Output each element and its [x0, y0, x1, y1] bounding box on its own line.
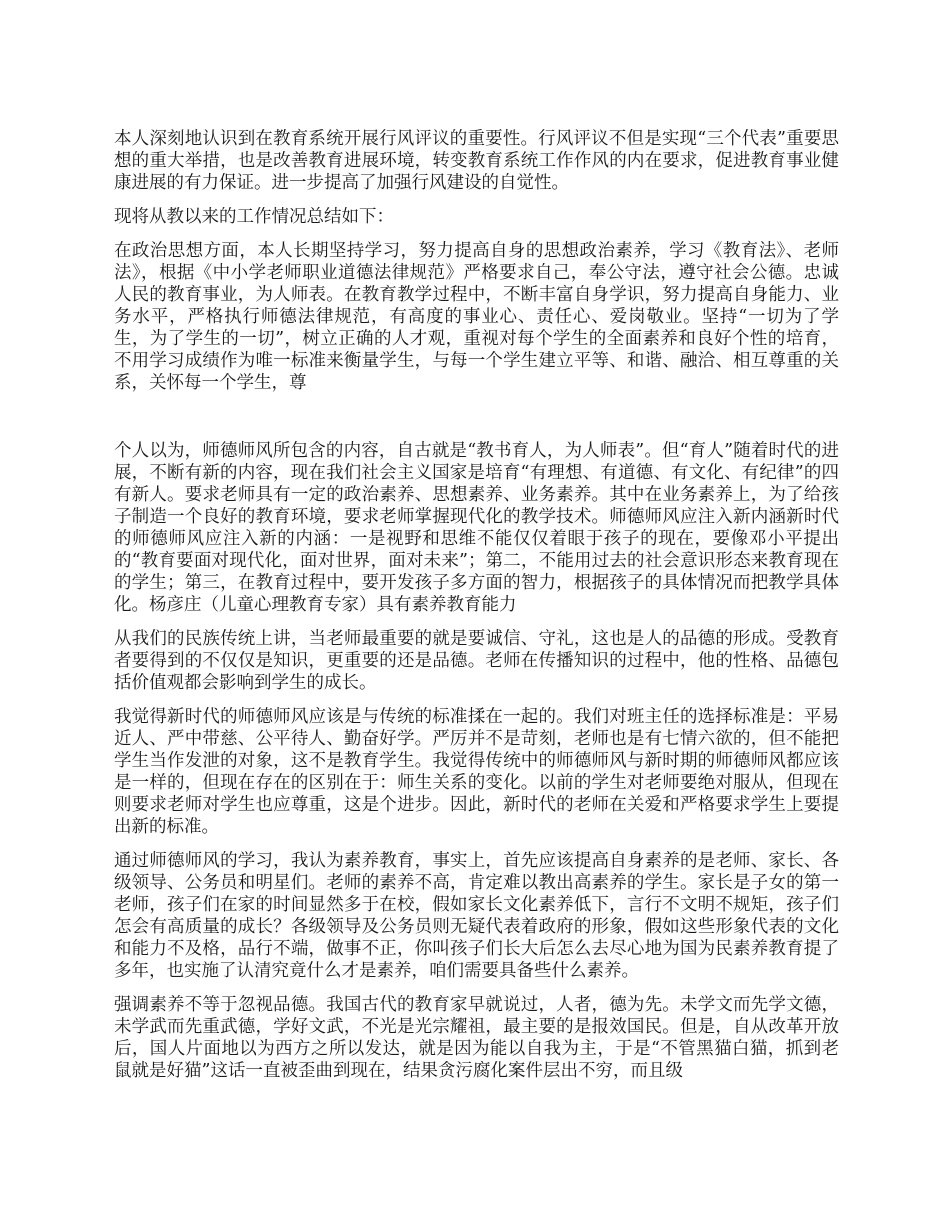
- political-thought-paragraph: 在政治思想方面，本人长期坚持学习，努力提高自身的思想政治素养，学习《教育法》、老师法》，根据《中小学老师职业道德法律规范》严格要求自己，奉公守法，遵守社会公德。忠诚人民的教育事业，为人师表。在教育教学过程中，不断丰富自身学识，努力提高自身能力、业务水平，严格执行师德法律规范，有高度的事业心、责任心、爱岗敬业。坚持“一切为了学生，为了学生的一切”，树立正确的人才观，重视对每个学生的全面素养和良好个性的培育，不用学习成绩作为唯一标准来衡量学生，与每一个学生建立平等、和谐、融洽、相互尊重的关系，关怀每一个学生，尊: [114, 241, 839, 393]
- new-era-standard-paragraph: 我觉得新时代的师德师风应该是与传统的标准揉在一起的。我们对班主任的选择标准是：平易近人、严中带慈、公平待人、勤奋好学。严厉并不是苛刻，老师也是有七情六欲的，但不能把学生当作发泄的对象，这不是教育学生。我觉得传统中的师德师风与新时期的师德师风都应该是一样的，但现在存在的区别在于：师生关系的变化。以前的学生对老师要绝对服从，但现在则要求老师对学生也应尊重，这是个进步。因此，新时代的老师在关爱和严格要求学生上要提出新的标准。: [114, 707, 839, 837]
- document-section-1: [114, 128, 839, 406]
- teacher-ethics-paragraph: 个人以为，师德师风所包含的内容，自古就是“教书育人，为人师表”。但“育人”随着时代的进展，不断有新的内容，现在我们社会主义国家是培育“有理想、有道德、有文化、有纪律”的四有新人。要求老师具有一定的政治素养、思想素养、业务素养。其中在业务素养上，为了给孩子制造一个良好的教育环境，要求老师掌握现代化的教学技术。师德师风应注入新内涵新时代的师德师风应注入新的内涵：一是视野和思维不能仅仅着眼于孩子的现在，要像邓小平提出的“教育要面对现代化，面对世界，面对未来”；第二，不能用过去的社会意识形态来教育现在的学生；第三，在教育过程中，要开发孩子多方面的智力，根据孩子的具体情况而把教学具体化。杨彦庄（儿童心理教育专家）具有素养教育能力: [114, 441, 839, 615]
- document-section-2: [114, 440, 839, 1094]
- national-tradition-paragraph: 从我们的民族传统上讲，当老师最重要的就是要诚信、守礼，这也是人的品德的形成。受教育者要得到的不仅仅是知识，更重要的还是品德。老师在传播知识的过程中，他的性格、品德包括价值观都会影响到学生的成长。: [114, 629, 839, 693]
- quality-education-paragraph: 通过师德师风的学习，我认为素养教育，事实上，首先应该提高自身素养的是老师、家长、各级领导、公务员和明星们。老师的素养不高，肯定难以教出高素养的学生。家长是子女的第一老师，孩子们在家的时间显然多于在校，假如家长文化素养低下，言行不文明不规矩，孩子们怎会有高质量的成长？各级领导及公务员则无疑代表着政府的形象，假如这些形象代表的文化和能力不及格，品行不端，做事不正，你叫孩子们长大后怎么去尽心地为国为民素养教育提了多年，也实施了认清究竟什么才是素养，咱们需要具备些什么素养。: [114, 851, 839, 981]
- summary-lead-paragraph: 现将从教以来的工作情况总结如下：: [114, 207, 394, 227]
- intro-paragraph: 本人深刻地认识到在教育系统开展行风评议的重要性。行风评议不但是实现“三个代表”重要思想的重大举措，也是改善教育进展环境，转变教育系统工作作风的内在要求，促进教育事业健康进展的有力保证。进一步提高了加强行风建设的自觉性。: [114, 129, 839, 193]
- morality-paragraph: 强调素养不等于忽视品德。我国古代的教育家早就说过，人者，德为先。未学文而先学文德，未学武而先重武德，学好文武，不光是光宗耀祖，最主要的是报效国民。但是，自从改革开放后，国人片面地以为西方之所以发达，就是因为能以自我为主，于是“不管黑猫白猫，抓到老鼠就是好猫”这话一直被歪曲到现在，结果贪污腐化案件层出不穷，而且级: [114, 995, 839, 1081]
